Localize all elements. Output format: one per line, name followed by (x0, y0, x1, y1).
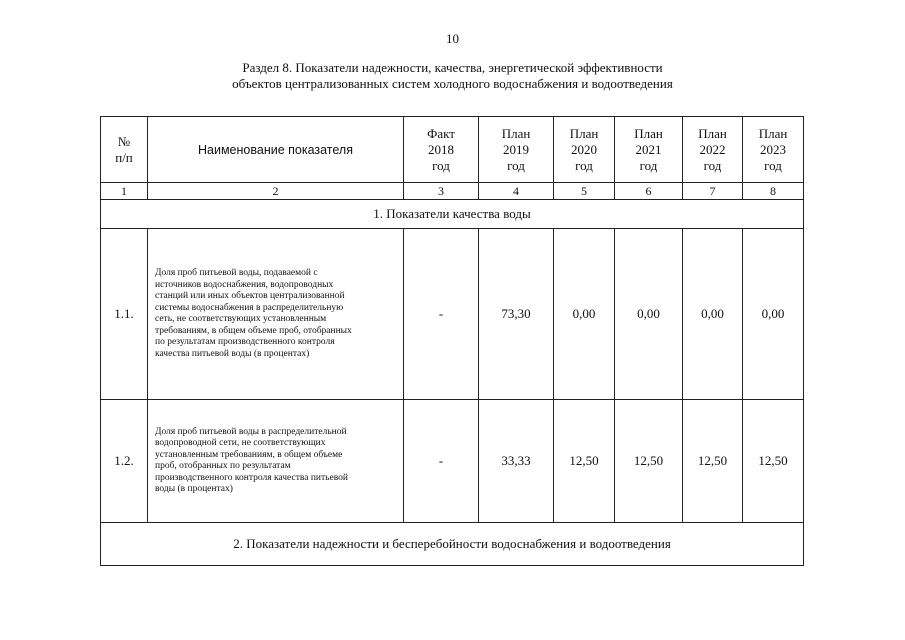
header-num-symbol: № (117, 133, 131, 149)
column-number: 7 (683, 183, 743, 200)
header-year-2021: План 2021 год (615, 117, 683, 183)
column-number: 5 (554, 183, 615, 200)
value-2020: 0,00 (554, 229, 615, 400)
header-num-abbr: п/п (115, 149, 133, 165)
section-row (101, 200, 804, 229)
header-year-2020: План 2020 год (554, 117, 615, 183)
value-2018: - (404, 400, 479, 523)
section-2-title: 2. Показатели надежности и бесперебойности водоснабжения и водоотведения (101, 523, 804, 566)
table-row (101, 400, 804, 523)
section-title-line-1: Раздел 8. Показатели надежности, качества, энергетической эффективности (242, 60, 663, 75)
value-2023: 12,50 (743, 400, 804, 523)
column-number: 6 (615, 183, 683, 200)
page-number: 10 (446, 31, 459, 46)
header-year-2023: План 2023 год (743, 117, 804, 183)
value-2023: 0,00 (743, 229, 804, 400)
section-1-title: 1. Показатели качества воды (101, 200, 804, 229)
row-number: 1.1. (101, 229, 148, 400)
value-2022: 0,00 (683, 229, 743, 400)
header-year-2018: Факт 2018 год (404, 117, 479, 183)
value-2018: - (404, 229, 479, 400)
indicator-name: Доля проб питьевой воды в распределительной водопроводной сети, не соответствующих установленным требованиям, в общем объеме проб, отобранных по результатам производственного контроля качества питьевой воды (в процентах) (148, 400, 404, 523)
indicators-table (100, 116, 804, 566)
value-2019: 73,30 (479, 229, 554, 400)
header-row (101, 117, 804, 183)
section-row (101, 523, 804, 566)
header-year-2019: План 2019 год (479, 117, 554, 183)
column-number: 2 (148, 183, 404, 200)
column-number: 3 (404, 183, 479, 200)
value-2021: 0,00 (615, 229, 683, 400)
header-name: Наименование показателя (148, 117, 404, 183)
column-numbers-row (101, 183, 804, 200)
value-2019: 33,33 (479, 400, 554, 523)
value-2021: 12,50 (615, 400, 683, 523)
section-title-line-2: объектов централизованных систем холодного водоснабжения и водоотведения (232, 76, 673, 91)
column-number: 8 (743, 183, 804, 200)
row-number: 1.2. (101, 400, 148, 523)
header-year-2022: План 2022 год (683, 117, 743, 183)
column-number: 4 (479, 183, 554, 200)
value-2020: 12,50 (554, 400, 615, 523)
section-title (0, 60, 905, 92)
column-number: 1 (101, 183, 148, 200)
table-row (101, 229, 804, 400)
header-num (101, 117, 148, 183)
indicator-name: Доля проб питьевой воды, подаваемой с источников водоснабжения, водопроводных станций или иных объектов централизованной системы водоснабжения в распределительную сеть, не соответствующих установленным требованиям, в общем объеме проб, отобранных по результатам производственного контроля качества питьевой воды (в процентах) (148, 229, 404, 400)
value-2022: 12,50 (683, 400, 743, 523)
